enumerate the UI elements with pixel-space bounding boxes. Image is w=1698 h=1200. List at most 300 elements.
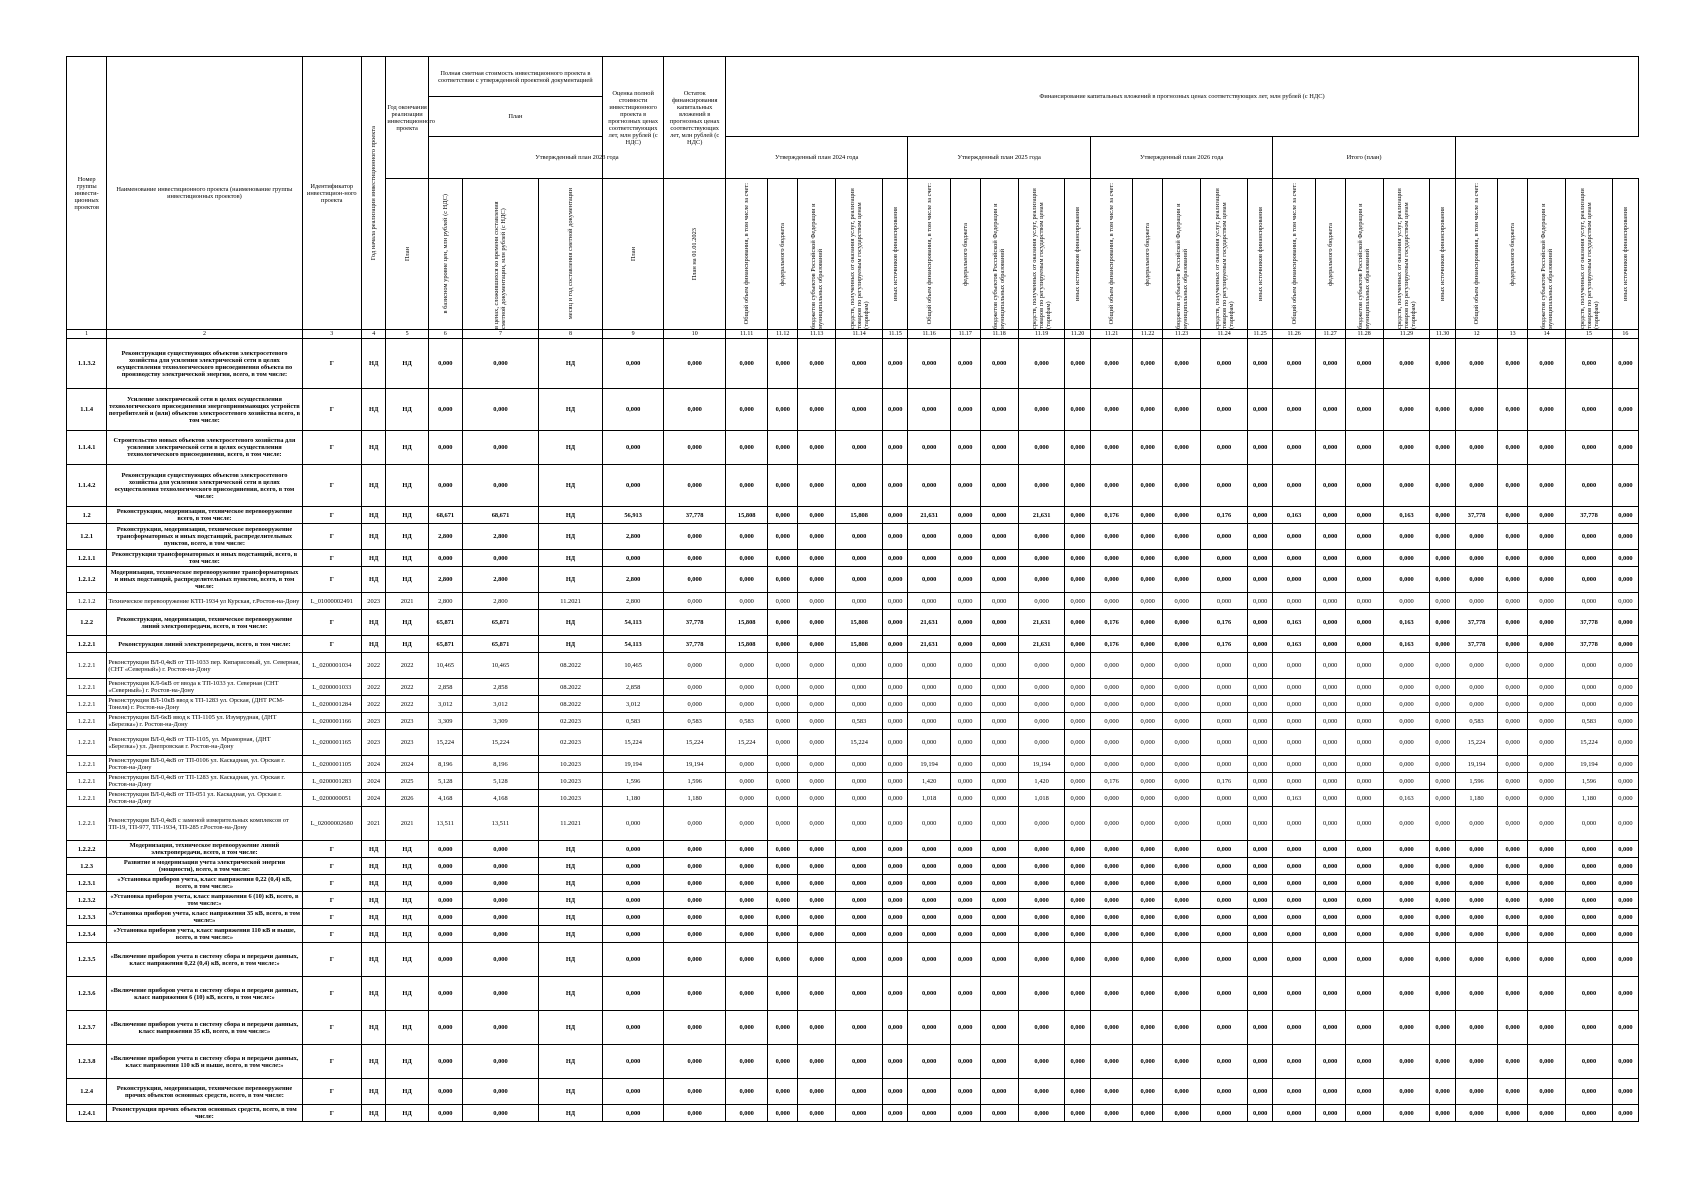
table-cell: 0,000	[1566, 892, 1613, 909]
table-cell: 0,000	[1566, 977, 1613, 1011]
column-number: 11.27	[1315, 330, 1345, 339]
table-cell: 0,000	[1090, 926, 1132, 943]
group-number-cell: 1.1.3.2	[67, 339, 107, 389]
table-row	[67, 1011, 1639, 1045]
table-cell: 0,000	[1018, 730, 1065, 756]
table-cell: 2,800	[462, 567, 538, 593]
table-cell: 0,000	[1133, 841, 1163, 858]
table-cell: 0,000	[950, 909, 980, 926]
table-cell: 0,000	[725, 790, 767, 807]
table-cell: 0,000	[980, 713, 1018, 730]
table-cell: 0,000	[1345, 909, 1383, 926]
table-cell: 0,000	[1383, 841, 1430, 858]
column-number: 2	[107, 330, 302, 339]
table-cell: 0,000	[1383, 550, 1430, 567]
table-cell: 0,000	[1566, 431, 1613, 465]
table-cell: 0,000	[882, 507, 907, 524]
table-cell: 0,000	[1090, 756, 1132, 773]
table-cell: 0,000	[1273, 1045, 1315, 1079]
funding-source-header: Общий объем финансирования, в том числе за счет:	[908, 179, 950, 330]
table-cell: 0,000	[1455, 1105, 1497, 1122]
col-estimate-plan: План	[602, 179, 664, 330]
table-cell: 0,000	[1018, 1045, 1065, 1079]
table-cell: 0,000	[1247, 807, 1272, 841]
table-cell: 0,000	[908, 730, 950, 756]
table-cell: 0,000	[428, 550, 462, 567]
table-cell: 0,000	[1090, 653, 1132, 679]
table-row	[67, 593, 1639, 610]
table-cell: 0,000	[950, 507, 980, 524]
table-cell: Г	[302, 550, 361, 567]
table-cell: 0,000	[798, 926, 836, 943]
table-cell: 0,000	[1315, 875, 1345, 892]
table-cell: 0,000	[1133, 756, 1163, 773]
table-cell: НД	[386, 636, 428, 653]
table-cell: 0,000	[1315, 550, 1345, 567]
table-cell: 0,000	[1430, 610, 1455, 636]
table-cell: 0,000	[950, 679, 980, 696]
table-cell: 3,012	[602, 696, 664, 713]
table-cell: 0,000	[1273, 524, 1315, 550]
table-cell: 0,000	[602, 1045, 664, 1079]
table-cell: 0,000	[1133, 339, 1163, 389]
table-cell: 0,000	[768, 909, 798, 926]
table-cell: 0,000	[798, 465, 836, 507]
column-number: 11.11	[725, 330, 767, 339]
table-cell: 0,000	[1315, 807, 1345, 841]
table-cell: 0,000	[1612, 756, 1638, 773]
col-project-name-header: Наименование инвестиционного проекта (наименование группы инвестиционных проектов)	[107, 57, 302, 330]
table-cell: 0,000	[1383, 696, 1430, 713]
table-cell: 0,000	[950, 730, 980, 756]
table-cell: 02.2023	[539, 730, 603, 756]
table-cell: 0,000	[1612, 550, 1638, 567]
table-cell: 0,000	[1498, 389, 1528, 431]
table-cell: 0,000	[950, 465, 980, 507]
group-number-cell: 1.2	[67, 507, 107, 524]
table-cell: 0,000	[1383, 977, 1430, 1011]
table-cell: 0,000	[908, 696, 950, 713]
table-cell: 1,018	[1018, 790, 1065, 807]
table-cell: 0,000	[664, 339, 726, 389]
table-cell: 0,000	[1163, 730, 1201, 756]
table-cell: 0,000	[768, 713, 798, 730]
table-cell: 0,000	[1383, 926, 1430, 943]
table-cell: 0,000	[1430, 773, 1455, 790]
project-name-cell: Модернизация, техническое перевооружение линий электропередачи, всего, в том числе:	[107, 841, 302, 858]
table-cell: 0,000	[1455, 892, 1497, 909]
table-cell: 2022	[361, 696, 385, 713]
table-cell: 0,000	[1090, 696, 1132, 713]
table-cell: 0,000	[664, 807, 726, 841]
table-cell: 0,000	[428, 465, 462, 507]
table-cell: 0,000	[798, 339, 836, 389]
funding-source-header: федерального бюджета	[768, 179, 798, 330]
table-cell: 0,000	[1566, 909, 1613, 926]
table-cell: 0,000	[1247, 653, 1272, 679]
table-cell: 0,000	[1430, 943, 1455, 977]
table-cell: 0,000	[1065, 807, 1090, 841]
table-cell: 0,000	[980, 841, 1018, 858]
table-cell: 0,000	[1527, 1011, 1565, 1045]
table-cell: 0,000	[980, 1045, 1018, 1079]
table-cell: 2,800	[602, 593, 664, 610]
table-cell: 0,000	[882, 465, 907, 507]
table-cell: 0,000	[602, 1011, 664, 1045]
table-cell: 0,000	[602, 1079, 664, 1105]
table-cell: 0,000	[768, 1045, 798, 1079]
table-row	[67, 610, 1639, 636]
table-cell: НД	[361, 524, 385, 550]
table-cell: Г	[302, 1011, 361, 1045]
table-cell: 0,000	[1345, 730, 1383, 756]
table-cell: 0,000	[882, 875, 907, 892]
table-cell: 0,000	[1383, 1011, 1430, 1045]
table-cell: 0,000	[1273, 593, 1315, 610]
table-cell: 21,631	[908, 610, 950, 636]
table-cell: 0,000	[1065, 507, 1090, 524]
table-cell: 0,000	[1273, 567, 1315, 593]
table-cell: Г	[302, 567, 361, 593]
table-cell: 0,163	[1383, 507, 1430, 524]
project-name-cell: Развитие и модернизация учета электрической энергии (мощности), всего, в том числе:	[107, 858, 302, 875]
table-cell: 0,000	[1527, 926, 1565, 943]
table-cell: 0,000	[1247, 679, 1272, 696]
table-cell: 0,000	[1273, 943, 1315, 977]
table-cell: 0,000	[1090, 858, 1132, 875]
table-cell: НД	[539, 977, 603, 1011]
table-cell: 0,000	[1163, 524, 1201, 550]
table-cell: 0,000	[1201, 1105, 1248, 1122]
table-cell: 0,000	[798, 730, 836, 756]
table-cell: 0,000	[462, 389, 538, 431]
table-cell: НД	[386, 892, 428, 909]
table-cell: НД	[386, 875, 428, 892]
table-cell: 0,000	[1133, 909, 1163, 926]
table-cell: 2021	[386, 807, 428, 841]
table-cell: 0,000	[1201, 696, 1248, 713]
table-cell: 0,000	[664, 875, 726, 892]
full-cost-plan-header: План	[428, 97, 602, 137]
table-cell: Г	[302, 524, 361, 550]
table-cell: 0,000	[1163, 841, 1201, 858]
table-cell: 0,000	[1018, 892, 1065, 909]
project-name-cell: «Включение приборов учета в систему сбора и передачи данных, класс напряжения 110 кВ и выше, всего, в том числе:»	[107, 1045, 302, 1079]
table-cell: 0,000	[798, 567, 836, 593]
table-cell: 0,000	[1566, 567, 1613, 593]
table-cell: 0,000	[768, 875, 798, 892]
table-cell: 2023	[361, 730, 385, 756]
table-cell: 0,000	[798, 892, 836, 909]
table-cell: 3,012	[428, 696, 462, 713]
table-cell: Г	[302, 858, 361, 875]
table-cell: 37,778	[1566, 507, 1613, 524]
year-group-header: Итого (план)	[1273, 137, 1455, 179]
table-cell: 1,180	[1455, 790, 1497, 807]
table-cell: 0,000	[1018, 807, 1065, 841]
table-cell: 0,000	[1163, 1011, 1201, 1045]
table-cell: 0,583	[664, 713, 726, 730]
table-cell: 0,000	[798, 431, 836, 465]
table-cell: 0,000	[1247, 507, 1272, 524]
table-cell: 0,000	[1383, 943, 1430, 977]
table-cell: 0,000	[1273, 909, 1315, 926]
table-cell: 0,583	[602, 713, 664, 730]
project-name-cell: Реконструкция ВЛ-0,4кВ от ТП-1105, ул. Мраморная, (ДНТ «Березка») ул. Днепровская г. Ростов-на-Дону	[107, 730, 302, 756]
table-cell: 0,000	[462, 1079, 538, 1105]
table-cell: 0,000	[1455, 653, 1497, 679]
table-cell: 11.2021	[539, 807, 603, 841]
table-cell: 0,000	[602, 807, 664, 841]
table-cell: 0,000	[725, 841, 767, 858]
table-cell: 0,000	[908, 679, 950, 696]
table-cell: 0,000	[882, 909, 907, 926]
table-cell: 0,000	[1566, 1079, 1613, 1105]
table-cell: 0,000	[1612, 431, 1638, 465]
table-cell: 0,000	[882, 696, 907, 713]
table-cell: 0,000	[1133, 431, 1163, 465]
table-cell: 0,000	[1065, 756, 1090, 773]
table-cell: 0,000	[1612, 926, 1638, 943]
table-cell: 0,000	[1018, 943, 1065, 977]
funding-source-header: средств, полученных от оказания услуг, реализации товаров по регулируемым государством ценам (тарифам)	[1201, 179, 1248, 330]
table-cell: 0,000	[1345, 567, 1383, 593]
column-number: 5	[386, 330, 428, 339]
table-cell: 0,000	[1273, 696, 1315, 713]
table-cell: 0,000	[1315, 696, 1345, 713]
funding-source-header: Общий объем финансирования, в том числе за счет:	[725, 179, 767, 330]
table-cell: 0,000	[1430, 892, 1455, 909]
table-cell: 0,000	[1273, 773, 1315, 790]
project-name-cell: Реконструкция трансформаторных и иных подстанций, всего, в том числе:	[107, 550, 302, 567]
table-cell: 0,000	[1018, 977, 1065, 1011]
col-estimate-date: месяц и год составления сметной документации	[539, 179, 603, 330]
group-number-cell: 1.2.2.1	[67, 653, 107, 679]
funding-source-header: федерального бюджета	[1315, 179, 1345, 330]
table-cell: НД	[539, 339, 603, 389]
table-cell: 0,000	[1133, 1079, 1163, 1105]
table-cell: 0,000	[1498, 841, 1528, 858]
table-cell: 0,000	[1430, 567, 1455, 593]
table-cell: 0,000	[882, 926, 907, 943]
column-number: 11.23	[1163, 330, 1201, 339]
table-cell: 0,000	[462, 1011, 538, 1045]
table-cell: 15,224	[836, 730, 883, 756]
table-row	[67, 713, 1639, 730]
table-cell: НД	[361, 1105, 385, 1122]
table-cell: 0,000	[980, 773, 1018, 790]
col-remainder-plan: План на 01.01.2023	[664, 179, 726, 330]
table-cell: 0,000	[1247, 1079, 1272, 1105]
table-cell: 19,194	[1566, 756, 1613, 773]
table-cell: 0,000	[798, 389, 836, 431]
table-cell: 0,000	[1163, 807, 1201, 841]
table-cell: 0,000	[1163, 593, 1201, 610]
table-cell: 0,000	[1430, 653, 1455, 679]
table-cell: 0,000	[1455, 926, 1497, 943]
table-cell: 0,000	[1527, 977, 1565, 1011]
column-number: 11.18	[980, 330, 1018, 339]
table-cell: 0,000	[1090, 892, 1132, 909]
project-name-cell: «Включение приборов учета в систему сбора и передачи данных, класс напряжения 0,22 (0,4) кВ, всего, в том числе:»	[107, 943, 302, 977]
table-cell: 0,000	[836, 339, 883, 389]
table-cell: 0,000	[768, 926, 798, 943]
table-row	[67, 431, 1639, 465]
table-cell: 0,000	[1163, 713, 1201, 730]
table-cell: 0,000	[1163, 858, 1201, 875]
group-number-cell: 1.2.2.1	[67, 636, 107, 653]
table-cell: 0,000	[836, 875, 883, 892]
table-cell: 0,000	[1163, 977, 1201, 1011]
table-cell: 0,000	[1498, 679, 1528, 696]
table-cell: 0,000	[1612, 1045, 1638, 1079]
table-cell: 0,000	[1065, 679, 1090, 696]
table-cell: 3,012	[462, 696, 538, 713]
column-number: 11.20	[1065, 330, 1090, 339]
table-cell: 0,000	[725, 567, 767, 593]
table-cell: 19,194	[602, 756, 664, 773]
table-cell: 0,000	[908, 1011, 950, 1045]
table-cell: 0,000	[1527, 1079, 1565, 1105]
table-cell: 8,196	[428, 756, 462, 773]
table-cell: 0,000	[950, 636, 980, 653]
table-cell: 0,583	[836, 713, 883, 730]
group-number-cell: 1.2.3.3	[67, 909, 107, 926]
table-cell: 0,000	[1455, 875, 1497, 892]
table-cell: 0,000	[1247, 1011, 1272, 1045]
table-cell: 0,000	[1612, 653, 1638, 679]
table-cell: 0,000	[1455, 841, 1497, 858]
table-cell: 0,000	[1163, 507, 1201, 524]
table-cell: 0,000	[1273, 653, 1315, 679]
table-cell: 0,000	[836, 773, 883, 790]
table-cell: 0,000	[1383, 593, 1430, 610]
table-cell: 0,000	[664, 593, 726, 610]
table-cell: 0,000	[1018, 875, 1065, 892]
table-cell: 0,000	[1383, 858, 1430, 875]
table-cell: L_02000002680	[302, 807, 361, 841]
table-cell: НД	[386, 507, 428, 524]
column-number: 11.17	[950, 330, 980, 339]
table-cell: 0,000	[1566, 593, 1613, 610]
table-cell: 0,163	[1273, 636, 1315, 653]
table-cell: 0,000	[1065, 339, 1090, 389]
table-cell: 0,163	[1273, 790, 1315, 807]
table-cell: 0,000	[1430, 790, 1455, 807]
table-cell: 0,000	[950, 807, 980, 841]
table-cell: 15,224	[1455, 730, 1497, 756]
table-cell: 0,000	[1612, 858, 1638, 875]
project-name-cell: Реконструкция ВЛ-0,4кВ от ТП-0106 ул. Каскадная, ул. Орская г. Ростов-на-Дону	[107, 756, 302, 773]
table-cell: 0,000	[1566, 807, 1613, 841]
table-cell: L_0200000051	[302, 790, 361, 807]
table-cell: 0,000	[1566, 339, 1613, 389]
table-cell: 0,000	[725, 977, 767, 1011]
table-row	[67, 653, 1639, 679]
table-cell: 0,000	[1065, 909, 1090, 926]
table-cell: 0,000	[1018, 567, 1065, 593]
table-cell: НД	[361, 892, 385, 909]
table-cell: 21,631	[1018, 636, 1065, 653]
table-cell: 0,583	[1455, 713, 1497, 730]
table-cell: 0,000	[980, 550, 1018, 567]
table-cell: НД	[361, 977, 385, 1011]
table-cell: 0,000	[1065, 1079, 1090, 1105]
group-number-cell: 1.2.2.1	[67, 696, 107, 713]
table-cell: 10,465	[428, 653, 462, 679]
table-cell: 0,000	[1018, 926, 1065, 943]
table-cell: 0,000	[1065, 465, 1090, 507]
table-row	[67, 756, 1639, 773]
table-cell: 2,800	[462, 524, 538, 550]
table-cell: 0,000	[1201, 1045, 1248, 1079]
table-cell: 0,000	[1018, 696, 1065, 713]
table-cell: 3,309	[428, 713, 462, 730]
table-cell: 0,000	[798, 875, 836, 892]
table-cell: 0,000	[836, 524, 883, 550]
table-cell: 0,000	[428, 1105, 462, 1122]
column-number: 3	[302, 330, 361, 339]
table-cell: 0,000	[908, 524, 950, 550]
table-cell: 2022	[386, 679, 428, 696]
table-cell: 0,000	[1455, 431, 1497, 465]
table-cell: 0,000	[1315, 653, 1345, 679]
table-cell: 0,000	[768, 431, 798, 465]
table-cell: 0,000	[1247, 389, 1272, 431]
table-cell: 0,000	[1345, 1011, 1383, 1045]
funding-source-header: федерального бюджета	[1498, 179, 1528, 330]
table-cell: НД	[386, 1105, 428, 1122]
table-cell: 0,000	[1163, 610, 1201, 636]
project-name-cell: Строительство новых объектов электросетевого хозяйства для усиления электрической сети в целях осуществления технологического присоединения, всего, в том числе:	[107, 431, 302, 465]
table-cell: 0,000	[1163, 679, 1201, 696]
table-cell: 2022	[386, 696, 428, 713]
column-number: 14	[1527, 330, 1565, 339]
table-cell: 0,000	[1430, 1011, 1455, 1045]
table-cell: НД	[361, 1079, 385, 1105]
table-cell: 0,000	[798, 909, 836, 926]
table-row	[67, 507, 1639, 524]
table-cell: 0,000	[1018, 1079, 1065, 1105]
group-number-cell: 1.2.1.1	[67, 550, 107, 567]
table-cell: 0,000	[768, 756, 798, 773]
table-cell: 0,000	[462, 977, 538, 1011]
group-number-cell: 1.2.1.2	[67, 593, 107, 610]
table-row	[67, 696, 1639, 713]
table-cell: 0,000	[1065, 550, 1090, 567]
table-cell: НД	[386, 1011, 428, 1045]
table-cell: 4,168	[462, 790, 538, 807]
table-cell: 2,800	[428, 567, 462, 593]
table-cell: 0,000	[1315, 926, 1345, 943]
table-cell: 0,000	[1527, 431, 1565, 465]
table-cell: 0,000	[602, 550, 664, 567]
table-cell: 0,000	[1065, 858, 1090, 875]
table-cell: 0,000	[725, 593, 767, 610]
column-number: 11.26	[1273, 330, 1315, 339]
table-cell: НД	[539, 926, 603, 943]
table-cell: 0,000	[1247, 1045, 1272, 1079]
table-cell: 0,000	[1247, 892, 1272, 909]
table-cell: 0,000	[1090, 841, 1132, 858]
table-cell: 0,000	[602, 909, 664, 926]
table-cell: 0,000	[1612, 696, 1638, 713]
table-cell: НД	[386, 389, 428, 431]
table-cell: 0,000	[1498, 1105, 1528, 1122]
table-cell: L_0200001166	[302, 713, 361, 730]
col-group-number-header: Номер группы инвести-ционных проектов	[67, 57, 107, 330]
table-cell: 0,000	[798, 943, 836, 977]
